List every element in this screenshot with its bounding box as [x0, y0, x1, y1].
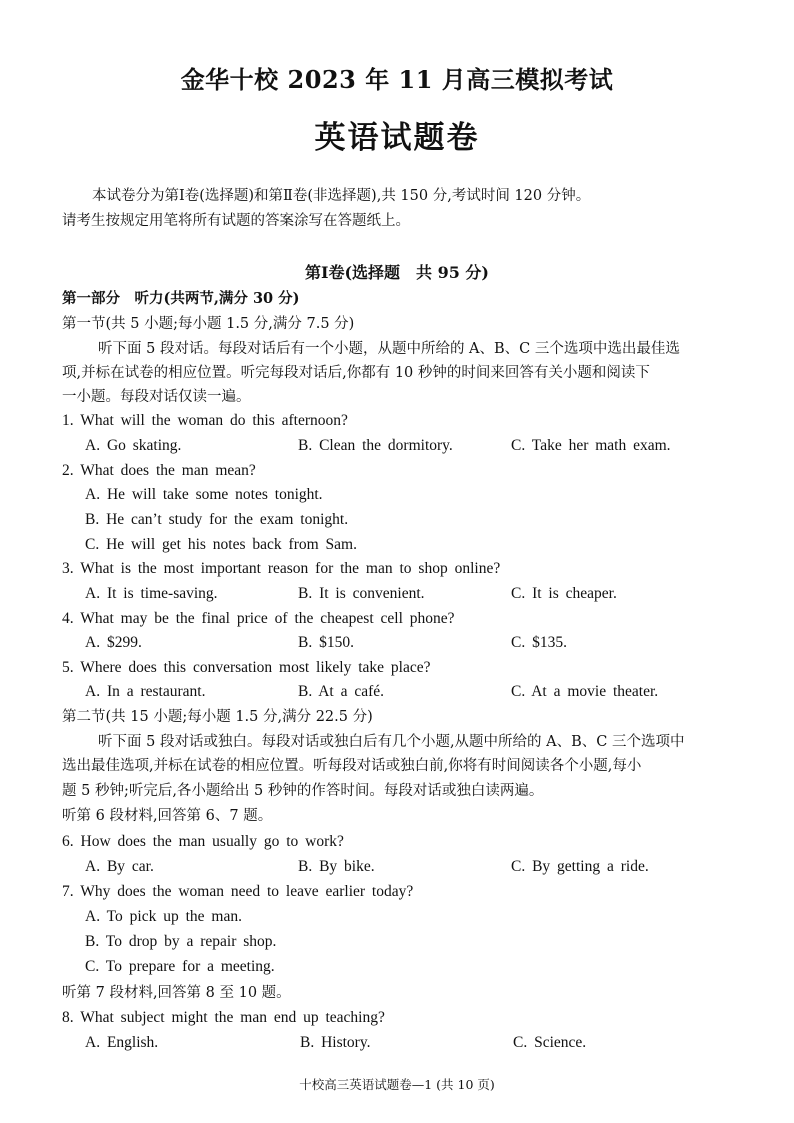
question-2-option-a: A. He will take some notes tonight.: [85, 486, 323, 503]
material-6-note: 听第 6 段材料,回答第 6、7 题。: [62, 808, 273, 824]
question-8-option-b: B. History.: [300, 1034, 371, 1051]
question-3-stem: 3. What is the most important reason for the man to shop online?: [62, 560, 501, 577]
section-2-instruction-3: 题 5 秒钟;听完后,各小题给出 5 秒钟的作答时间。每段对话或独白读两遍。: [62, 783, 544, 799]
question-5-option-b: B. At a café.: [298, 683, 385, 700]
paper-title: 英语试题卷: [314, 120, 480, 156]
question-2-stem: 2. What does the man mean?: [62, 462, 256, 479]
page-footer: 十校高三英语试题卷—1 (共 10 页): [299, 1077, 495, 1092]
intro-line-2: 请考生按规定用笔将所有试题的答案涂写在答题纸上。: [62, 213, 410, 229]
question-3-option-b: B. It is convenient.: [298, 585, 425, 602]
section-1-instruction-3: 一小题。每段对话仅读一遍。: [62, 389, 251, 405]
exam-title: 金华十校 2023 年 11 月高三模拟考试: [180, 65, 614, 94]
question-2-option-c: C. He will get his notes back from Sam.: [85, 536, 357, 553]
question-5-stem: 5. Where does this conversation most likely take place?: [62, 659, 431, 676]
intro-line-1: 本试卷分为第Ⅰ卷(选择题)和第Ⅱ卷(非选择题),共 150 分,考试时间 120 分钟。: [92, 188, 591, 204]
section-1-instruction-1: 听下面 5 段对话。每段对话后有一个小题，从题中所给的 A、B、C 三个选项中选出最佳选: [98, 341, 680, 357]
question-6-option-b: B. By bike.: [298, 858, 375, 875]
question-4-stem: 4. What may be the final price of the cheapest cell phone?: [62, 610, 455, 627]
question-1-option-c: C. Take her math exam.: [511, 437, 671, 454]
part-1-heading: 第一部分 听力(共两节,满分 30 分): [62, 290, 300, 307]
question-6-option-c: C. By getting a ride.: [511, 858, 649, 875]
material-7-note: 听第 7 段材料,回答第 8 至 10 题。: [62, 985, 291, 1001]
question-1-stem: 1. What will the woman do this afternoon?: [62, 412, 348, 429]
section-1-instruction-2: 项,并标在试卷的相应位置。听完每段对话后,你都有 10 秒钟的时间来回答有关小题和阅读下: [62, 365, 650, 381]
question-2-option-b: B. He can’t study for the exam tonight.: [85, 511, 349, 528]
question-7-option-a: A. To pick up the man.: [85, 908, 242, 925]
question-7-option-c: C. To prepare for a meeting.: [85, 958, 275, 975]
question-7-stem: 7. Why does the woman need to leave earlier today?: [62, 883, 414, 900]
question-4-option-b: B. $150.: [298, 634, 354, 651]
question-8-option-a: A. English.: [85, 1034, 159, 1051]
question-4-option-a: A. $299.: [85, 634, 142, 651]
question-1-option-a: A. Go skating.: [85, 437, 182, 454]
question-1-option-b: B. Clean the dormitory.: [298, 437, 453, 454]
question-5-option-c: C. At a movie theater.: [511, 683, 659, 700]
question-6-stem: 6. How does the man usually go to work?: [62, 833, 344, 850]
question-6-option-a: A. By car.: [85, 858, 154, 875]
question-3-option-c: C. It is cheaper.: [511, 585, 617, 602]
section-1-heading: 第一节(共 5 小题;每小题 1.5 分,满分 7.5 分): [62, 316, 355, 332]
question-8-option-c: C. Science.: [513, 1034, 587, 1051]
section-2-instruction-2: 选出最佳选项,并标在试卷的相应位置。听每段对话或独白前,你将有时间阅读各个小题,每小: [62, 758, 642, 774]
question-3-option-a: A. It is time-saving.: [85, 585, 218, 602]
section-2-heading: 第二节(共 15 小题;每小题 1.5 分,满分 22.5 分): [62, 709, 373, 725]
volume-1-title: 第Ⅰ卷(选择题 共 95 分): [304, 263, 490, 282]
section-2-instruction-1: 听下面 5 段对话或独白。每段对话或独白后有几个小题,从题中所给的 A、B、C 三个选项中: [98, 734, 685, 750]
question-8-stem: 8. What subject might the man end up teaching?: [62, 1009, 385, 1026]
question-7-option-b: B. To drop by a repair shop.: [85, 933, 277, 950]
question-4-option-c: C. $135.: [511, 634, 567, 651]
question-5-option-a: A. In a restaurant.: [85, 683, 206, 700]
